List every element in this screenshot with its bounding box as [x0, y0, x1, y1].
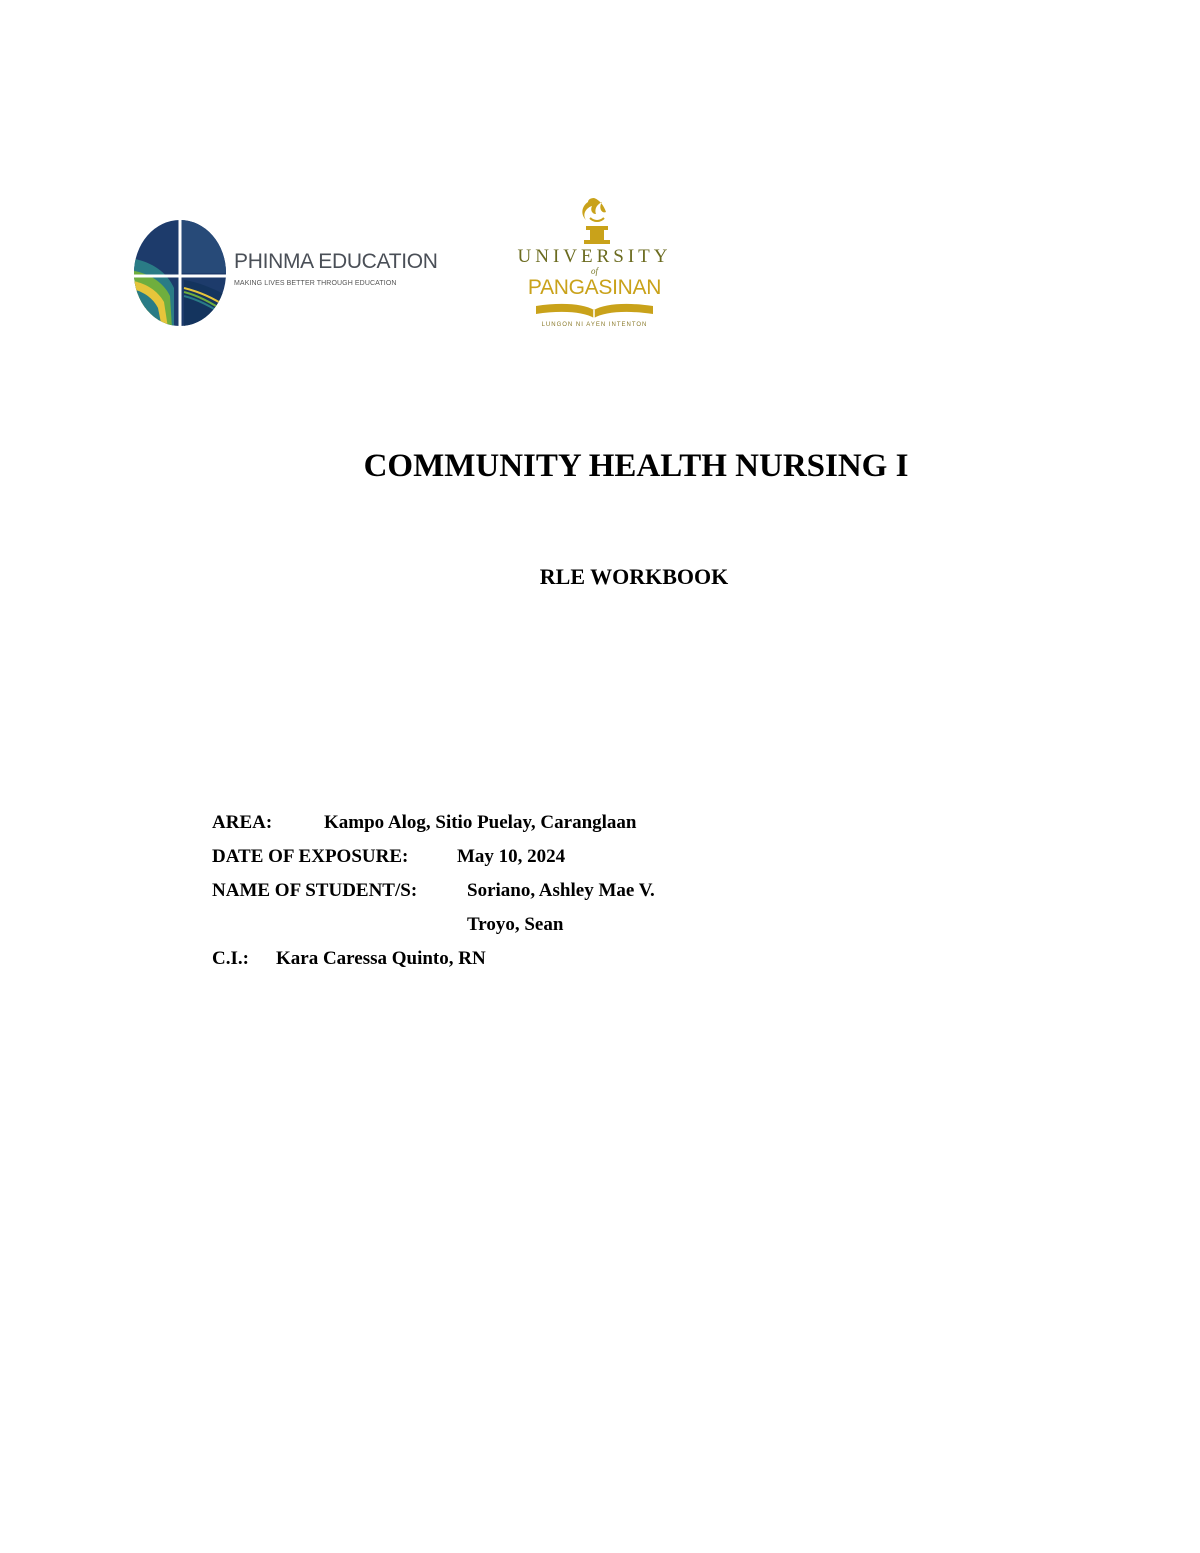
phinma-tagline: MAKING LIVES BETTER THROUGH EDUCATION	[234, 280, 397, 287]
document-title: COMMUNITY HEALTH NURSING I	[363, 448, 909, 484]
university-of-pangasinan-logo	[512, 196, 677, 338]
students-label: NAME OF STUDENT/S:	[212, 880, 418, 901]
date-of-exposure-label: DATE OF EXPOSURE:	[212, 846, 409, 867]
date-of-exposure-value: May 10, 2024	[457, 846, 566, 867]
clinical-instructor-value: Kara Caressa Quinto, RN	[276, 948, 486, 969]
area-value: Kampo Alog, Sitio Puelay, Caranglaan	[324, 812, 637, 833]
pangasinan-text: PANGASINAN	[527, 276, 662, 299]
clinical-instructor-label: C.I.:	[212, 948, 249, 969]
university-text: UNIVERSITY	[517, 246, 672, 267]
open-book-icon	[532, 300, 657, 322]
document-subtitle: RLE WORKBOOK	[539, 564, 729, 589]
phinma-name: PHINMA EDUCATION	[234, 250, 438, 273]
student-name: Soriano, Ashley Mae V.	[467, 880, 655, 901]
phinma-emblem-icon	[128, 218, 228, 328]
university-of-text: of	[590, 266, 598, 276]
student-name: Troyo, Sean	[467, 914, 564, 935]
university-motto: LUNGON NI AYEN INTENTON	[541, 322, 648, 328]
phinma-education-logo	[128, 218, 438, 330]
area-label: AREA:	[212, 812, 273, 833]
torch-crest-icon	[560, 196, 630, 248]
